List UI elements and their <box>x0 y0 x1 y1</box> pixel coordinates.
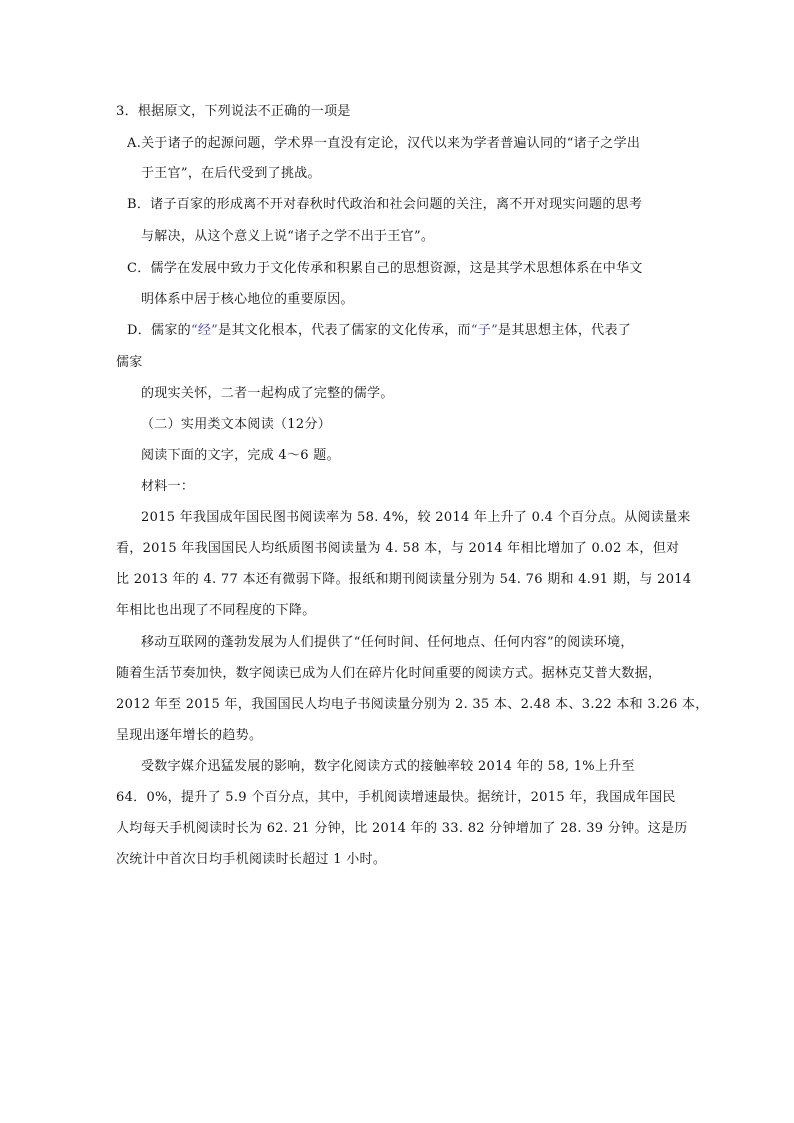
option-d-line-1 <box>127 322 631 340</box>
option-c-line-1: C．儒学在发展中致力于文化传承和积累自己的思想资源，这是其学术思想体系在中华文 <box>127 261 643 276</box>
section-instruction: 阅读下面的文字，完成 4～6 题。 <box>141 448 340 463</box>
option-c-line-2: 明体系中居于核心地位的重要原因。 <box>141 292 354 307</box>
option-d-line-3: 的现实关怀，二者一起构成了完整的儒学。 <box>141 386 394 401</box>
paragraph-2-line-4: 呈现出逐年增长的趋势。 <box>116 728 263 743</box>
paragraph-2-line-2: 随着生活节奏加快，数字阅读已成为人们在碎片化时间重要的阅读方式。据林克艾普大数据， <box>116 666 662 681</box>
section-heading: （二）实用类文本阅读（12分） <box>141 417 332 432</box>
option-d-quote-zi: “子” <box>470 323 499 338</box>
paragraph-3-line-3: 人均每天手机阅读时长为 62. 21 分钟，比 2014 年的 33. 82 分钟增加了 28. 39 分钟。这是历 <box>116 821 688 836</box>
option-d-part-2: 是其文化根本，代表了儒家的文化传承，而 <box>218 323 471 338</box>
paragraph-3-line-4: 次统计中首次日均手机阅读时长超过 1 小时。 <box>116 852 387 867</box>
option-b-line-2: 与解决，从这个意义上说“诸子之学不出于王官”。 <box>141 229 435 244</box>
paragraph-1-line-2: 看，2015 年我国国民人均纸质图书阅读量为 4. 58 本，与 2014 年相比增加了 0.02 本，但对 <box>116 541 680 556</box>
paragraph-2-line-1: 移动互联网的蓬勃发展为人们提供了“任何时间、任何地点、任何内容”的阅读环境， <box>141 635 634 650</box>
option-b-line-1: B．诸子百家的形成离不开对春秋时代政治和社会问题的关注，离不开对现实问题的思考 <box>127 197 643 212</box>
question-3-stem: 3．根据原文，下列说法不正确的一项是 <box>116 104 351 119</box>
paragraph-2-line-3: 2012 年至 2015 年，我国国民人均电子书阅读量分别为 2. 35 本、2.48 本、3.22 本和 3.26 本， <box>116 697 709 712</box>
option-a-line-2: 于王官”，在后代受到了挑战。 <box>141 166 321 181</box>
paragraph-3-line-1: 受数字媒介迅猛发展的影响，数字化阅读方式的接触率较 2014 年的 58, 1%上升至 <box>141 759 635 774</box>
paragraph-1-line-4: 年相比也出现了不同程度的下降。 <box>116 603 316 618</box>
material-label: 材料一： <box>141 479 195 494</box>
option-a-line-1: A.关于诸子的起源问题，学术界一直没有定论，汉代以来为学者普遍认同的“诸子之学出 <box>127 136 641 151</box>
option-d-line-2: 儒家 <box>116 355 143 370</box>
option-d-quote-jing: “经” <box>190 323 219 338</box>
option-d-part-3: 是其思想主体，代表了 <box>498 323 632 338</box>
paragraph-1-line-1: 2015 年我国成年国民图书阅读率为 58. 4%，较 2014 年上升了 0.4 个百分点。从阅读量来 <box>141 510 691 525</box>
option-d-part-1: D．儒家的 <box>127 323 191 338</box>
paragraph-3-line-2: 64．0%，提升了 5.9 个百分点，其中，手机阅读增速最快。据统计，2015 年，我国成年国民 <box>116 790 676 805</box>
paragraph-1-line-3: 比 2013 年的 4. 77 本还有微弱下降。报纸和期刊阅读量分别为 54. 76 期和 4.91 期，与 2014 <box>116 572 692 587</box>
